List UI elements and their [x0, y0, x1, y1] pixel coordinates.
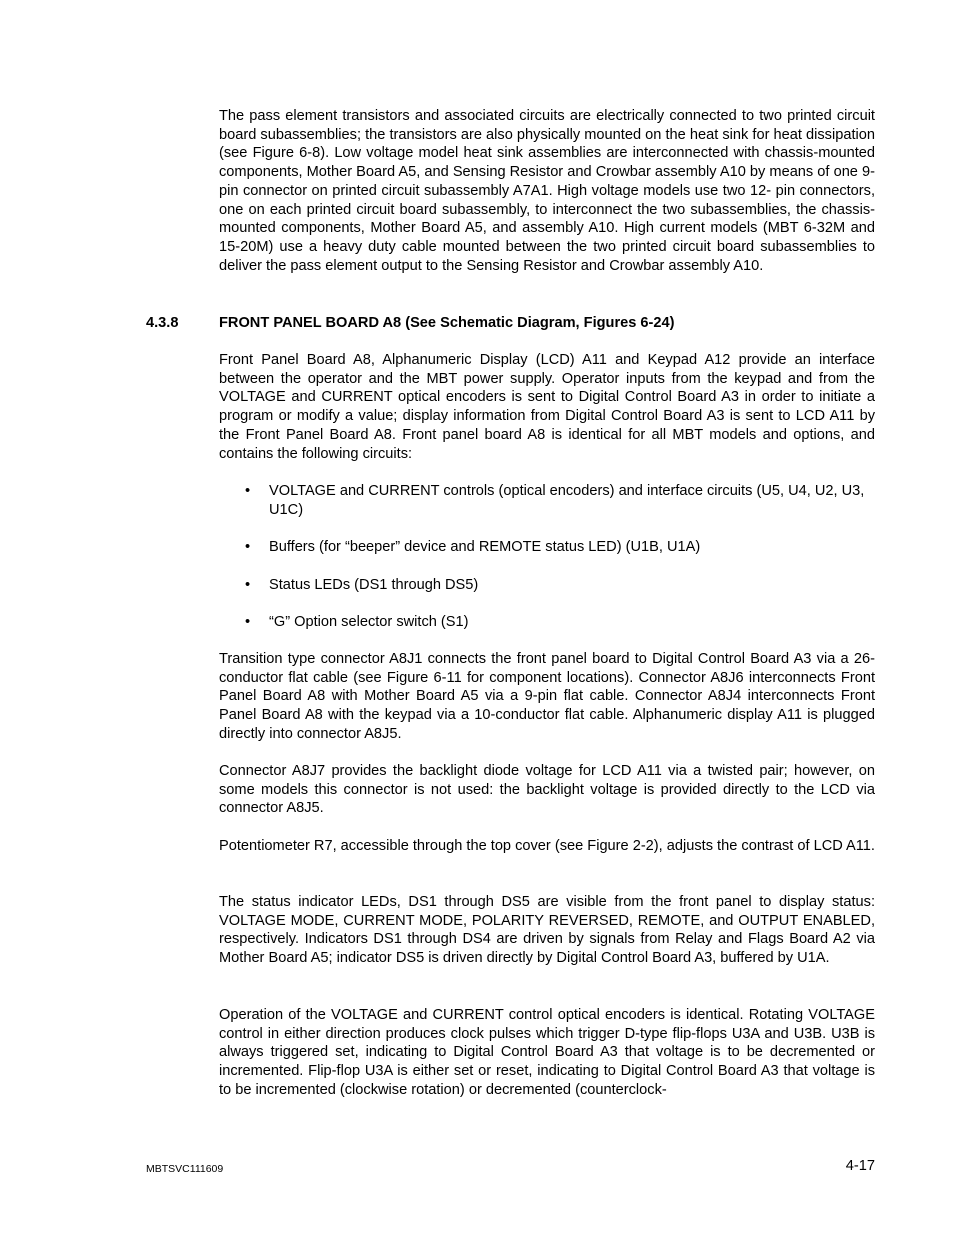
paragraph-potentiometer: Potentiometer R7, accessible through the top cover (see Figure 2-2), adjusts the contrast of LCD A11.: [219, 838, 875, 854]
bullet-icon: •: [245, 539, 251, 555]
paragraph-optical-encoders: Operation of the VOLTAGE and CURRENT control optical encoders is identical. Rotating VOLTAGE control in either direction produces clock pulses which trigger D-type flip-flops U3A and U3B. U3B is always triggered set, indicating to Digital Control Board A3 that voltage is to be decremented or incremented. Flip-flop U3A is either set or reset, indicating to Digital Control Board A3 that voltage is to be incremented (clockwise rotation) or decremented (counterclock-: [219, 1007, 875, 1098]
bullet-icon: •: [245, 483, 251, 499]
list-item: [219, 538, 875, 576]
list-item-text: “G” Option selector switch (S1): [269, 614, 469, 630]
footer-document-id: MBTSVC111609: [146, 1163, 224, 1175]
paragraph-connectors: Transition type connector A8J1 connects the front panel board to Digital Control Board A3 via a 26-conductor flat cable (see Figure 6-11 for component locations). Connector A8J6 interconnects Front Panel Board A8 with Mother Board A5 via a 9-pin flat cable. Connector A8J4 interconnects Front Panel Board A8 with the keypad via a 10-conductor flat cable. Alphanumeric display A11 is plugged directly into connector A8J5.: [219, 651, 875, 742]
list-item-text: VOLTAGE and CURRENT controls (optical encoders) and interface circuits (U5, U4, U2, U3, U1C): [269, 483, 865, 518]
list-item: [219, 613, 875, 632]
section-heading: [146, 314, 876, 333]
bullet-icon: •: [245, 614, 251, 630]
circuit-list: [219, 482, 875, 632]
list-item: [219, 576, 875, 613]
list-item-text: Buffers (for “beeper” device and REMOTE status LED) (U1B, U1A): [269, 539, 701, 555]
section-title: FRONT PANEL BOARD A8 (See Schematic Diagram, Figures 6-24): [219, 315, 675, 331]
paragraph-pass-element: The pass element transistors and associated circuits are electrically connected to two printed circuit board subassemblies; the transistors are also physically mounted on the heat sink for heat dissipation (see Figure 6-8). Low voltage model heat sink assemblies are interconnected with chassis-mounted components, Mother Board A5, and Sensing Resistor and Crowbar assembly A10 by means of one 9-pin connector on printed circuit subassembly A7A1. High voltage models use two 12- pin connectors, one on each printed circuit board subassembly, to interconnect the two subassemblies, the chassis-mounted components, Mother Board A5, and assembly A10. High current models (MBT 6-32M and 15-20M) use a heavy duty cable mounted between the two printed circuit board subassemblies to deliver the pass element output to the Sensing Resistor and Crowbar assembly A10.: [219, 108, 875, 274]
paragraph-front-panel-intro: Front Panel Board A8, Alphanumeric Display (LCD) A11 and Keypad A12 provide an interface between the operator and the MBT power supply. Operator inputs from the keypad and from the VOLTAGE and CURRENT optical encoders is sent to Digital Control Board A3 in order to initiate a program or modify a value; display information from Digital Control Board A3 is sent to LCD A11 by the Front Panel Board A8. Front panel board A8 is identical for all MBT models and options, and contains the following circuits:: [219, 352, 875, 462]
list-item-text: Status LEDs (DS1 through DS5): [269, 577, 479, 593]
list-item: [219, 482, 875, 538]
section-number: 4.3.8: [146, 315, 179, 331]
paragraph-backlight: Connector A8J7 provides the backlight diode voltage for LCD A11 via a twisted pair; however, on some models this connector is not used: the backlight voltage is provided directly to the LCD via connector A8J5.: [219, 763, 875, 817]
footer-page-number: 4-17: [845, 1158, 875, 1174]
paragraph-status-leds: The status indicator LEDs, DS1 through DS5 are visible from the front panel to display status: VOLTAGE MODE, CURRENT MODE, POLARITY REVERSED, REMOTE, and OUTPUT ENABLED, respectively. Indicators DS1 through DS4 are driven by signals from Relay and Flags Board A2 via Mother Board A5; indicator DS5 is driven directly by Digital Control Board A3, buffered by U1A.: [219, 894, 875, 967]
bullet-icon: •: [245, 577, 251, 593]
